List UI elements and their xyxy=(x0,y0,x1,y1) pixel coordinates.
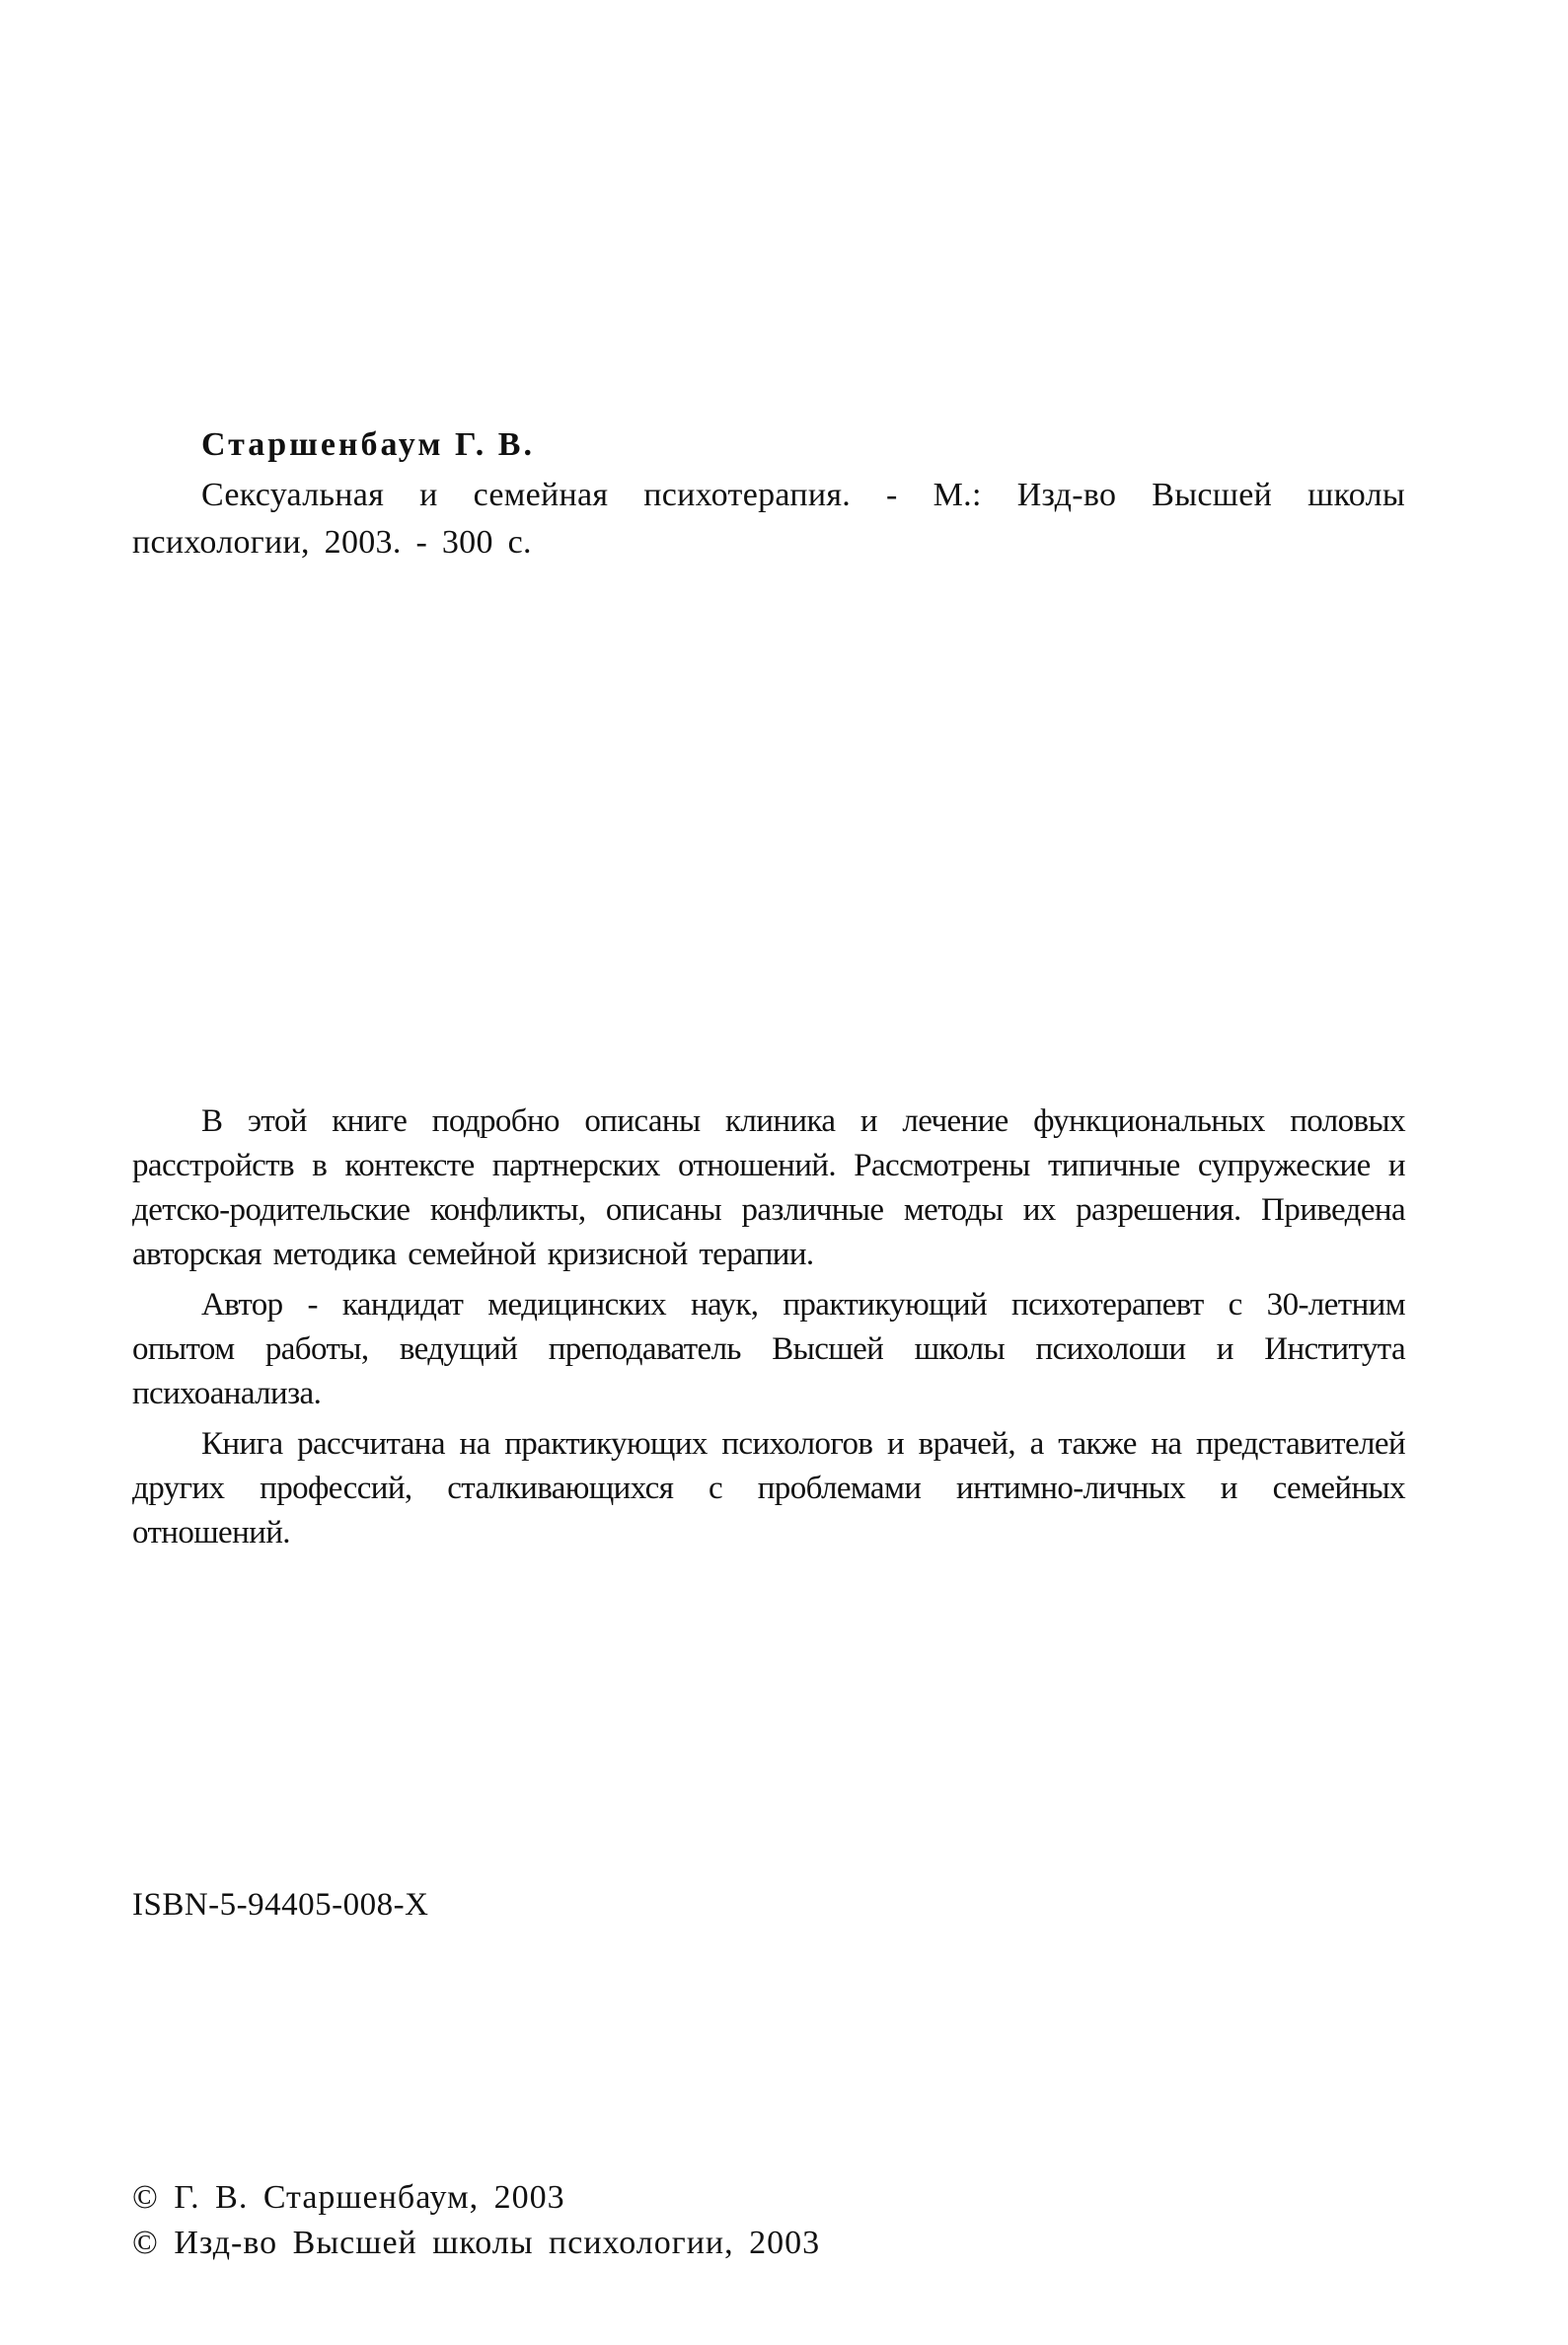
annotation-paragraph: Автор - кандидат медицинских наук, практикующий психотерапевт с 30-летним опытом работы, ведущий преподаватель Высшей школы психолоши и Института психоанализа. xyxy=(132,1287,1405,1411)
copyright-notice xyxy=(132,2175,1405,2266)
isbn: ISBN-5-94405-008-X xyxy=(132,1887,429,1923)
annotation-paragraph: В этой книге подробно описаны клиника и лечение функциональных половых расстройств в контексте партнерских отношений. Рассмотрены типичные супружеские и детско-родительские конфликты, описаны различные методы их разрешения. Приведена авторская методика семейной кризисной терапии. xyxy=(132,1103,1405,1272)
bibliographic-author: Старшенбаум Г. В. xyxy=(201,426,535,463)
copyright-line-publisher: © Изд-во Высшей школы психологии, 2003 xyxy=(132,2225,821,2261)
bibliographic-description: Сексуальная и семейная психотерапия. - М.: Изд-во Высшей школы психологии, 2003. - 300 с. xyxy=(132,477,1405,561)
copyright-line-author: © Г. В. Старшенбаум, 2003 xyxy=(132,2179,565,2216)
annotation-paragraph: Книга рассчитана на практикующих психологов и врачей, а также на представителей других профессий, сталкивающихся с проблемами интимно-личных и семейных отношений. xyxy=(132,1426,1405,1551)
annotation xyxy=(132,1099,1405,1561)
